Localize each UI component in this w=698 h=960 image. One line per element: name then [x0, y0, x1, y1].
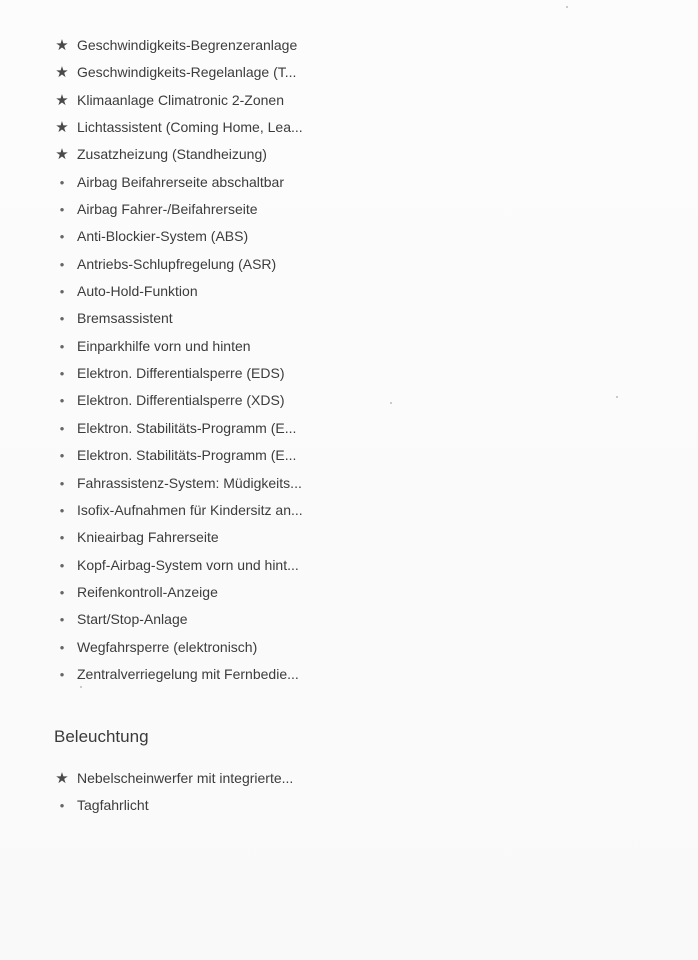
bullet-icon: • [59, 393, 65, 409]
bullet-icon: • [59, 639, 65, 655]
list-item-label: Elektron. Differentialsperre (XDS) [77, 392, 285, 409]
bullet-icon: • [59, 612, 65, 628]
list-item [0, 579, 698, 606]
scan-speck [80, 686, 82, 688]
list-item-label: Fahrassistenz-System: Müdigkeits... [77, 474, 302, 491]
list-item [0, 141, 698, 168]
bullet-icon: • [59, 229, 65, 245]
list-item [0, 32, 698, 59]
list-item-label: Zusatzheizung (Standheizung) [77, 146, 267, 163]
list-item-label: Kopf-Airbag-System vorn und hint... [77, 556, 299, 573]
list-item-label: Elektron. Stabilitäts-Programm (E... [77, 447, 297, 464]
list-item-label: Knieairbag Fahrerseite [77, 529, 219, 546]
section-heading-beleuchtung: Beleuchtung [54, 727, 149, 746]
list-item [0, 196, 698, 223]
list-item [0, 223, 698, 250]
list-item [0, 442, 698, 469]
list-item [0, 634, 698, 661]
list-item-label: Isofix-Aufnahmen für Kindersitz an... [77, 501, 303, 518]
list-item [0, 333, 698, 360]
lighting-feature-list [0, 765, 698, 820]
bullet-icon: • [59, 420, 65, 436]
star-icon: ★ [55, 119, 69, 137]
list-item-label: Elektron. Stabilitäts-Programm (E... [77, 419, 297, 436]
bullet-icon: • [59, 798, 65, 814]
list-item-label: Airbag Fahrer-/Beifahrerseite [77, 201, 258, 218]
star-icon: ★ [55, 770, 69, 787]
list-item [0, 169, 698, 196]
bullet-icon: • [59, 557, 65, 573]
list-item [0, 470, 698, 497]
bullet-icon: • [59, 666, 65, 682]
bullet-icon: • [59, 584, 65, 600]
list-item-label: Start/Stop-Anlage [77, 611, 188, 628]
star-icon: ★ [55, 37, 69, 54]
list-item [0, 387, 698, 414]
list-item-label: Lichtassistent (Coming Home, Lea... [77, 119, 303, 136]
list-item-label: Klimaanlage Climatronic 2-Zonen [77, 91, 284, 108]
list-item [0, 360, 698, 387]
list-item-label: Anti-Blockier-System (ABS) [77, 228, 249, 245]
list-item [0, 305, 698, 332]
list-item [0, 114, 698, 141]
list-item-label: Auto-Hold-Funktion [77, 283, 198, 300]
star-icon: ★ [55, 146, 69, 164]
list-item [0, 606, 698, 633]
bullet-icon: • [59, 366, 65, 382]
list-item [0, 251, 698, 278]
scan-speck [390, 402, 392, 404]
list-item [0, 415, 698, 442]
bullet-icon: • [59, 256, 65, 272]
list-item-label: Nebelscheinwerfer mit integrierte... [77, 770, 294, 786]
list-item-label: Tagfahrlicht [77, 797, 149, 814]
scan-speck [566, 6, 568, 8]
list-item [0, 792, 698, 819]
star-icon: ★ [55, 64, 69, 82]
list-item-label: Reifenkontroll-Anzeige [77, 583, 218, 600]
list-item-label: Elektron. Differentialsperre (EDS) [77, 365, 285, 382]
list-item-label: Airbag Beifahrerseite abschaltbar [77, 173, 285, 190]
list-item [0, 497, 698, 524]
star-icon: ★ [55, 91, 69, 109]
bullet-icon: • [59, 502, 65, 518]
equipment-feature-list [0, 32, 698, 688]
list-item-label: Zentralverriegelung mit Fernbedie... [77, 665, 299, 682]
list-item [0, 552, 698, 579]
list-item [0, 524, 698, 551]
list-item [0, 59, 698, 86]
bullet-icon: • [59, 311, 65, 327]
list-item [0, 87, 698, 114]
bullet-icon: • [59, 475, 65, 491]
list-item-label: Bremsassistent [77, 310, 173, 327]
list-item-label: Einparkhilfe vorn und hinten [77, 337, 251, 354]
list-item-label: Geschwindigkeits-Regelanlage (T... [77, 64, 297, 81]
list-item-label: Antriebs-Schlupfregelung (ASR) [77, 255, 277, 272]
bullet-icon: • [59, 202, 65, 218]
list-item [0, 278, 698, 305]
bullet-icon: • [59, 284, 65, 300]
scan-speck [616, 396, 618, 398]
list-item-label: Wegfahrsperre (elektronisch) [77, 638, 258, 655]
bullet-icon: • [59, 530, 65, 546]
list-item-label: Geschwindigkeits-Begrenzeranlage [77, 37, 298, 53]
list-item [0, 661, 698, 688]
bullet-icon: • [59, 338, 65, 354]
bullet-icon: • [59, 174, 65, 190]
list-item [0, 765, 698, 792]
bullet-icon: • [59, 448, 65, 464]
